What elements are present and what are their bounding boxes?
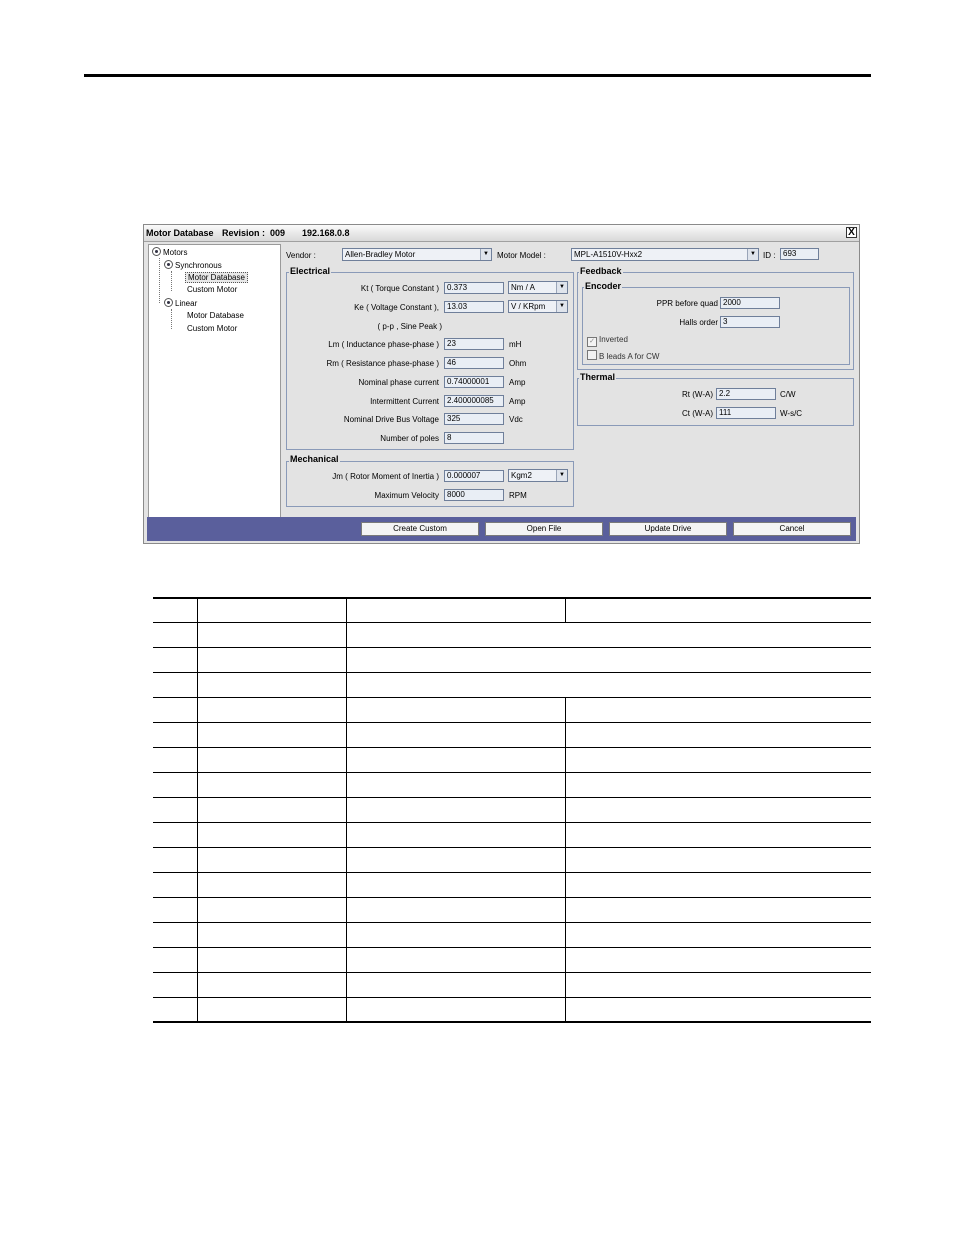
chevron-down-icon: ▼	[556, 282, 567, 293]
table-column-divider	[346, 597, 347, 1023]
lm-unit: mH	[509, 340, 522, 349]
tree-connector	[159, 258, 160, 303]
table-row-divider	[153, 822, 871, 823]
rm-label: Rm ( Resistance phase-phase )	[326, 359, 439, 368]
close-icon[interactable]: X	[846, 227, 857, 238]
table-row-divider	[153, 947, 871, 948]
chevron-down-icon: ▼	[480, 249, 491, 260]
ip-address: 192.168.0.8	[302, 228, 350, 238]
table-row-divider	[153, 747, 871, 748]
halls-label: Halls order	[679, 318, 718, 327]
ct-unit: W-s/C	[780, 409, 803, 418]
tree-item-sync-motor-database[interactable]: Motor Database	[185, 272, 248, 283]
table-column-divider	[565, 597, 566, 623]
table-row-divider	[153, 697, 871, 698]
table-row-divider	[153, 997, 871, 998]
table-header-divider	[153, 622, 871, 623]
nominal-current-label: Nominal phase current	[358, 378, 439, 387]
kt-field[interactable]: 0.373	[444, 282, 504, 294]
page-top-rule	[84, 74, 871, 77]
tree-item-linear-custom-motor[interactable]: Custom Motor	[187, 324, 238, 333]
motor-tree	[148, 244, 281, 518]
chevron-down-icon: ▼	[556, 301, 567, 312]
poles-label: Number of poles	[380, 434, 439, 443]
tree-node-icon	[164, 298, 173, 307]
revision-value: 009	[270, 228, 286, 238]
electrical-title: Electrical	[290, 266, 331, 276]
chevron-down-icon: ▼	[556, 470, 567, 481]
lm-field[interactable]: 23	[444, 338, 504, 350]
max-velocity-field[interactable]: 8000	[444, 489, 504, 501]
max-velocity-label: Maximum Velocity	[374, 491, 439, 500]
table-row-divider	[153, 922, 871, 923]
bus-voltage-field[interactable]: 325	[444, 413, 504, 425]
motor-model-select[interactable]: MPL-A1510V-Hxx2 ▼	[571, 248, 759, 261]
jm-unit-select[interactable]: Kgm2 ▼	[508, 469, 568, 482]
table-column-divider	[565, 697, 566, 1023]
jm-field[interactable]: 0.000007	[444, 470, 504, 482]
update-drive-button[interactable]: Update Drive	[609, 522, 727, 536]
vendor-select[interactable]: Allen-Bradley Motor ▼	[342, 248, 492, 261]
table-row-divider	[153, 647, 871, 648]
ke-note: ( p-p , Sine Peak )	[377, 322, 442, 331]
rt-field[interactable]: 2.2	[716, 388, 776, 400]
motor-model-label: Motor Model :	[497, 251, 546, 260]
mechanical-title: Mechanical	[290, 454, 339, 464]
table-row-divider	[153, 872, 871, 873]
rm-unit: Ohm	[509, 359, 527, 368]
ppr-field[interactable]: 2000	[720, 297, 780, 309]
ke-field[interactable]: 13.03	[444, 301, 504, 313]
cancel-button[interactable]: Cancel	[733, 522, 851, 536]
id-field[interactable]: 693	[780, 248, 819, 260]
rm-field[interactable]: 46	[444, 357, 504, 369]
poles-field[interactable]: 8	[444, 432, 504, 444]
b-leads-a-checkbox[interactable]: B leads A for CW	[587, 350, 659, 361]
table-row-divider	[153, 847, 871, 848]
jm-label: Jm ( Rotor Moment of Inertia )	[332, 472, 439, 481]
tree-connector	[171, 309, 172, 329]
tree-item-sync-custom-motor[interactable]: Custom Motor	[187, 285, 238, 294]
max-velocity-unit: RPM	[509, 491, 527, 500]
table-row-divider	[153, 897, 871, 898]
window-title: Motor Database	[146, 228, 214, 238]
tree-item-motors[interactable]: Motors	[152, 247, 187, 257]
encoder-title: Encoder	[585, 281, 622, 291]
bus-voltage-unit: Vdc	[509, 415, 523, 424]
kt-unit-select[interactable]: Nm / A ▼	[508, 281, 568, 294]
ke-label: Ke ( Voltage Constant ),	[354, 303, 439, 312]
kt-label: Kt ( Torque Constant )	[360, 284, 439, 293]
tree-item-linear[interactable]: Linear	[164, 298, 197, 308]
feedback-title: Feedback	[580, 266, 622, 276]
tree-connector	[171, 271, 172, 291]
table-row-divider	[153, 972, 871, 973]
intermittent-current-field[interactable]: 2.400000085	[444, 395, 504, 407]
table-top-border	[153, 597, 871, 599]
thermal-title: Thermal	[580, 372, 616, 382]
create-custom-button[interactable]: Create Custom	[361, 522, 479, 536]
ppr-label: PPR before quad	[656, 299, 718, 308]
inverted-checkbox[interactable]: ✓ Inverted	[587, 335, 628, 347]
rt-unit: C/W	[780, 390, 796, 399]
tree-node-icon	[164, 260, 173, 269]
table-bottom-border	[153, 1021, 871, 1023]
chevron-down-icon: ▼	[747, 249, 758, 260]
table-column-divider	[197, 597, 198, 1023]
id-label: ID :	[763, 251, 776, 260]
table-row-divider	[153, 772, 871, 773]
nominal-current-field[interactable]: 0.74000001	[444, 376, 504, 388]
checkmark-icon: ✓	[587, 337, 597, 347]
open-file-button[interactable]: Open File	[485, 522, 603, 536]
tree-item-synchronous[interactable]: Synchronous	[164, 260, 222, 270]
table-row-divider	[153, 722, 871, 723]
mechanical-group	[286, 461, 574, 507]
tree-item-linear-motor-database[interactable]: Motor Database	[187, 311, 244, 320]
ke-unit-select[interactable]: V / KRpm ▼	[508, 300, 568, 313]
lm-label: Lm ( Inductance phase-phase )	[328, 340, 439, 349]
table-row-divider	[153, 797, 871, 798]
intermittent-current-label: Intermittent Current	[370, 397, 439, 406]
bus-voltage-label: Nominal Drive Bus Voltage	[343, 415, 439, 424]
checkbox-icon	[587, 350, 597, 360]
intermittent-current-unit: Amp	[509, 397, 526, 406]
revision-label: Revision :	[222, 228, 266, 238]
halls-field[interactable]: 3	[720, 316, 780, 328]
tree-node-icon	[152, 247, 161, 256]
motor-database-window	[143, 224, 860, 544]
ct-field[interactable]: 111	[716, 407, 776, 419]
rt-label: Rt (W-A)	[682, 390, 713, 399]
ct-label: Ct (W-A)	[682, 409, 713, 418]
title-bar	[144, 225, 859, 242]
table-row-divider	[153, 672, 871, 673]
vendor-label: Vendor :	[286, 251, 316, 260]
button-bar	[147, 517, 856, 541]
nominal-current-unit: Amp	[509, 378, 526, 387]
